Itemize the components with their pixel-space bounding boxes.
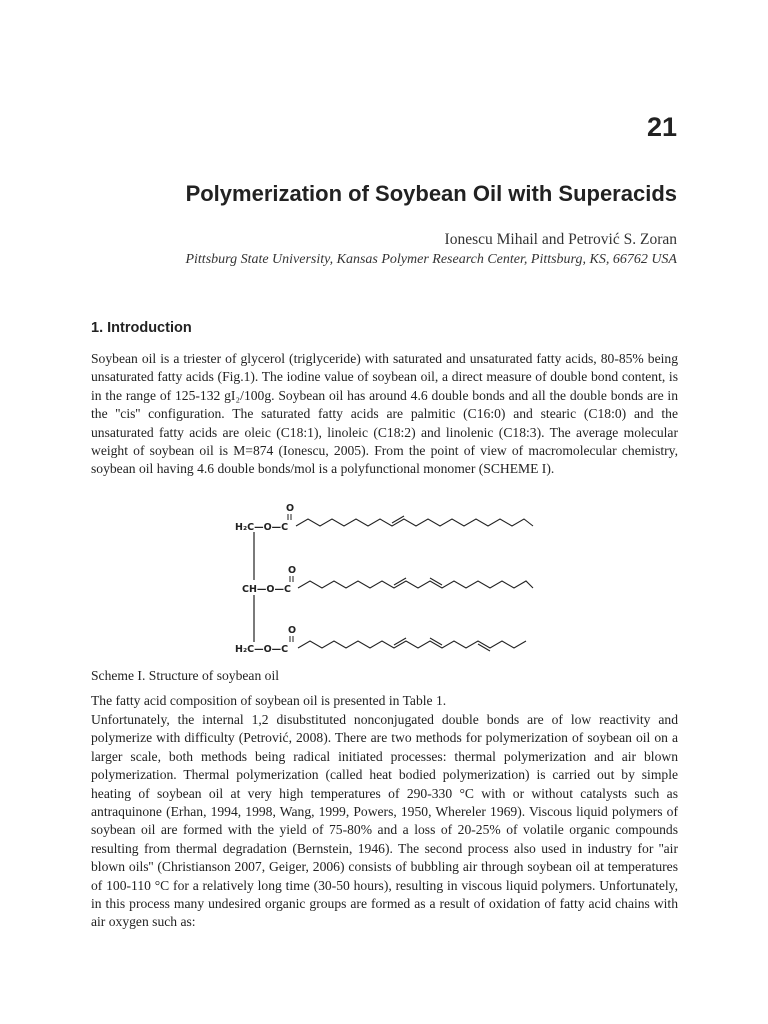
affiliation: Pittsburg State University, Kansas Polymer Research Center, Pittsburg, KS, 66762 USA bbox=[185, 252, 677, 267]
authors: Ionescu Mihail and Petrović S. Zoran bbox=[444, 231, 677, 248]
row2-fatty-chain bbox=[298, 581, 533, 588]
chapter-number: 21 bbox=[646, 112, 677, 142]
row3-carbonyl-o: O bbox=[288, 625, 297, 636]
scheme-caption: Scheme I. Structure of soybean oil bbox=[91, 668, 279, 683]
chapter-title: Polymerization of Soybean Oil with Superacids bbox=[185, 181, 677, 206]
paragraph-polymerization: Unfortunately, the internal 1,2 disubstituted nonconjugated double bonds are of low reactivity and polymerize with difficulty (Petrović, 2008). There are two methods for polymerization of soybean oil on a larger scale, both methods being radical initiated processes: thermal polymerization and air blown polymerization. Thermal polymerization (called heat bodied polymerization) is carried out by simple heating of soybean oil at very high temperatures of 290-330 °C with or without catalysts such as antraquinone (Erhan, 1994, 1998, Wang, 1999, Powers, 1950, Whereler 1969). Viscous liquid polymers of soybean oil are formed with the yield of 75-80% and a loss of 20-25% of volatile organic compounds resulting from thermal degradation (Bernstein, 1946). The second process also used in industry for ''air blown oils'' (Christianson 2007, Geiger, 2006) consists of bubbling air through soybean oil at temperatures of 100-110 °C for a relatively long time (30-50 hours), resulting in viscous liquid polymers. Unfortunately, in this process many undesired organic groups are formed as a result of oxidation of fatty acid chains with air oxygen such as: bbox=[91, 712, 678, 930]
paragraph-table-ref: The fatty acid composition of soybean oil is presented in Table 1. bbox=[91, 693, 447, 708]
row1-fatty-chain bbox=[296, 519, 533, 526]
paragraph-intro: Soybean oil is a triester of glycerol (triglyceride) with saturated and unsaturated fatty acids, 80-85% being unsaturated fatty acids (Fig.1). The iodine value of soybean oil, a direct measure of double bond content, is in the range of 125-132 gI₂/100g. Soybean oil has around 4.6 double bonds and all the double bonds are in the ''cis'' configuration. The saturated fatty acids are palmitic (C16:0) and stearic (C18:0) and the unsaturated fatty acids are oleic (C18:1), linoleic (C18:2) and linolenic (C18:3). The average molecular weight of soybean oil is M=874 (Ionescu, 2005). From the point of view of macromolecular chemistry, soybean oil having 4.6 double bonds/mol is a polyfunctional monomer (SCHEME I). bbox=[91, 351, 678, 477]
row1-ester-label: H₂C—O—C bbox=[235, 522, 289, 533]
row1-carbonyl-o: O bbox=[286, 503, 295, 514]
section-heading: 1. Introduction bbox=[91, 320, 192, 336]
soybean-oil-structure-scheme bbox=[228, 500, 538, 665]
row3-ester-label: H₂C—O—C bbox=[235, 644, 289, 655]
row3-fatty-chain bbox=[298, 641, 526, 648]
row2-carbonyl-o: O bbox=[288, 565, 297, 576]
row2-ester-label: CH—O—C bbox=[242, 584, 291, 595]
